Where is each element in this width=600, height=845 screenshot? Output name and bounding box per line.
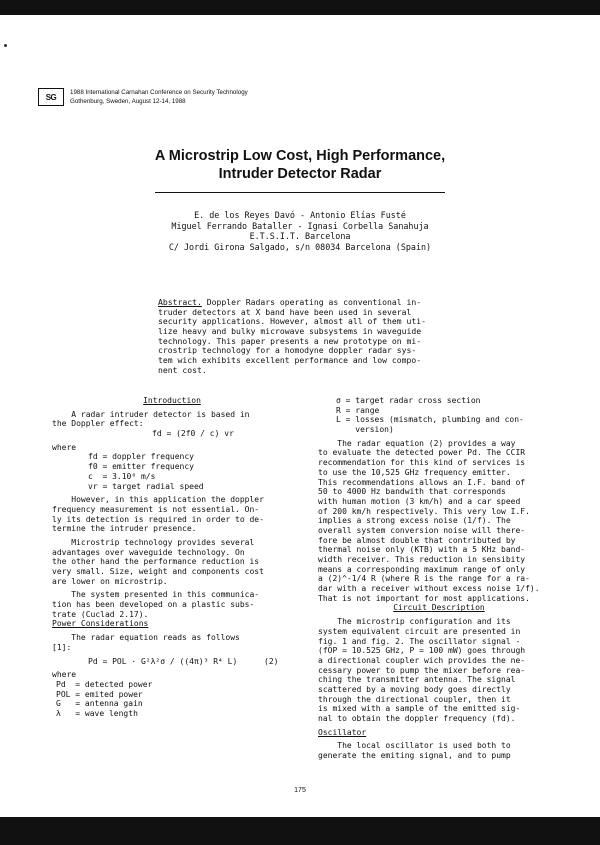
where-label: where: [52, 442, 77, 452]
abstract: [158, 298, 452, 375]
text-line: Microstrip technology provides several: [52, 537, 255, 547]
paragraph-microstrip: [52, 538, 292, 586]
right-column: [318, 396, 560, 761]
text-line: L = losses (mismatch, plumbing and con-: [336, 415, 524, 425]
bottom-scan-bar: [0, 817, 600, 845]
authors-block: [0, 210, 600, 252]
intro-paragraph: [52, 410, 292, 429]
text-line: This recommendations allows an I.F. band of: [318, 477, 526, 487]
top-scan-bar: [0, 0, 600, 15]
text-line: The microstrip configuration and its: [318, 617, 511, 627]
text-line: implies a strong excess noise (1/f). The: [318, 516, 511, 526]
text-line: The local oscillator is used both to: [318, 741, 511, 751]
conference-line-2: Gothenburg, Sweden, August 12-14, 1988: [70, 98, 186, 105]
text-line: G = antenna gain: [56, 699, 143, 709]
scan-mark: [4, 44, 7, 47]
text-line: means a corresponding maximum range of only: [318, 564, 526, 574]
text-line: a directional coupler wich provides the ne-: [318, 655, 526, 665]
text-line: A radar intruder detector is based in: [52, 409, 250, 419]
text-line: crostrip technology for a homodyne doppler radar sys-: [158, 345, 417, 356]
abstract-lines: [158, 308, 452, 376]
equation-1: fd = (2f0 / c) vr: [152, 429, 234, 439]
text-line: of 200 km/h respectively. This very low I.F.: [318, 506, 530, 516]
definitions-2: [52, 680, 292, 719]
text-line: the other hand the performance reduction is: [52, 557, 260, 567]
text-line: cessary power to pump the mixer before rea-: [318, 665, 526, 675]
text-line: overall system conversion noise will there-: [318, 525, 526, 535]
text-line: However, in this application the doppler: [52, 495, 264, 505]
equation-2-number: (2): [264, 656, 279, 666]
abstract-heading: Abstract.: [158, 297, 202, 307]
abstract-first-line: Doppler Radars operating as conventional in-: [201, 297, 422, 307]
text-line: Pd = detected power: [56, 679, 153, 689]
text-line: scattered by a moving body goes directly: [318, 684, 511, 694]
author-line: C/ Jordi Girona Salgado, s/n 08034 Barcelona (Spain): [168, 241, 432, 252]
text-line: The radar equation (2) provides a way: [318, 438, 516, 448]
text-line: That is not important for most applications.: [318, 593, 530, 603]
text-line: dar with a receiver without excess noise 1/f).: [318, 584, 540, 594]
section-heading-oscillator: Oscillator: [318, 727, 367, 737]
text-line: (fOP = 10.525 GHz, P = 100 mW) goes through: [318, 646, 526, 656]
where-label: where: [52, 670, 77, 680]
text-line: thermal noise only (KTB) with a 5 KHz band-: [318, 545, 526, 555]
text-line: The radar equation reads as follows: [52, 633, 240, 643]
paragraph-circuit: [318, 617, 560, 724]
paragraph-system: [52, 590, 292, 619]
author-line: E. de los Reyes Davó - Antonio Elías Fusté: [194, 210, 406, 220]
text-line: is mixed with a sample of the emitted sig-: [318, 704, 521, 714]
text-line: security applications. However, almost all of them uti-: [158, 316, 427, 327]
paragraph-doppler: [52, 495, 292, 534]
text-line: are lower on microstrip.: [52, 576, 168, 586]
text-line: ching the transmitter antenna. The signal: [318, 675, 516, 685]
text-line: very small. Size, weight and components cost: [52, 567, 264, 576]
text-line: POL = emited power: [56, 689, 143, 699]
text-line: a (2)^-1/4 R (where R is the range for a ra-: [318, 574, 530, 584]
text-line: system equivalent circuit are presented in: [318, 626, 521, 636]
paper-title-line-1: A Microstrip Low Cost, High Performance,: [154, 148, 446, 164]
text-line: fig. 1 and fig. 2. The oscillator signal -: [318, 636, 521, 646]
paper-title-line-2: Intruder Detector Radar: [218, 166, 382, 182]
left-column: [52, 396, 292, 719]
text-line: tion has been developed on a plastic subs-: [52, 600, 255, 610]
text-line: f0 = emitter frequency: [88, 462, 194, 472]
text-line: through the directional coupler, then it: [318, 694, 511, 704]
text-line: to use the 10,525 GHz frequency emitter.: [318, 467, 511, 477]
text-line: nent cost.: [158, 364, 207, 375]
text-line: to evaluate the detected power Pd. The CCIR: [318, 448, 526, 458]
text-line: R = range: [336, 405, 380, 415]
text-line: with human motion (3 km/h) and a car speed: [318, 496, 521, 506]
text-line: termine the intruder presence.: [52, 524, 197, 534]
text-line: version): [336, 425, 394, 435]
text-line: recommendation for this kind of services is: [318, 458, 526, 468]
text-line: truder detectors at X band have been used in several: [158, 306, 412, 317]
conference-line-1: 1988 International Carnahan Conference on Security Technology: [70, 89, 248, 96]
text-line: ly its detection is required in order to de-: [52, 514, 264, 524]
text-line: The system presented in this communica-: [52, 590, 260, 600]
page-number: 175: [294, 787, 306, 794]
text-line: frequency measurement is not essential. On-: [52, 504, 260, 514]
equation-2-row: [52, 657, 292, 667]
paragraph-radar-eq: [52, 633, 292, 652]
text-line: fore be almost double that contributed by: [318, 535, 516, 545]
text-line: nal to obtain the doppler frequency (fd).: [318, 714, 516, 723]
paragraph-oscillator: [318, 741, 560, 760]
text-line: lize heavy and bulky microwave subsystems in waveguide: [158, 325, 422, 336]
text-line: λ = wave length: [56, 708, 138, 718]
author-line: Miguel Ferrando Bataller - Ignasi Corbella Sanahuja: [171, 220, 429, 231]
text-line: width receiver. This reduction in sensibity: [318, 555, 526, 564]
paragraph-ccir: [318, 439, 560, 604]
title-rule: [155, 192, 445, 193]
conference-logo: SG: [38, 88, 64, 106]
section-heading-power: Power Considerations: [52, 619, 149, 629]
section-heading-introduction: Introduction: [143, 396, 201, 405]
conference-header: [38, 88, 248, 106]
text-line: tem wich exhibits excellent performance and low compo-: [158, 355, 422, 366]
text-line: [1]:: [52, 642, 72, 652]
definitions-1: [52, 452, 292, 491]
text-line: fd = doppler frequency: [88, 452, 194, 462]
text-line: advantages over waveguide technology. On: [52, 547, 245, 557]
text-line: σ = target radar cross section: [336, 396, 481, 405]
author-line: E.T.S.I.T. Barcelona: [249, 231, 351, 241]
text-line: technology. This paper presents a new prototype on mi-: [158, 335, 422, 346]
text-line: the Doppler effect:: [52, 419, 144, 429]
text-line: vr = target radial speed: [88, 481, 204, 491]
text-line: c = 3.10⁸ m/s: [88, 471, 156, 481]
section-heading-circuit: Circuit Description: [393, 603, 485, 613]
text-line: trate (Cuclad 2.17).: [52, 609, 149, 619]
text-line: generate the emiting signal, and to pump: [318, 751, 511, 761]
text-line: 50 to 4000 Hz bandwith that corresponds: [318, 487, 506, 497]
equation-2: Pd = POL · G²λ²σ / ((4π)³ R⁴ L): [88, 656, 238, 666]
definitions-3: [318, 396, 560, 435]
